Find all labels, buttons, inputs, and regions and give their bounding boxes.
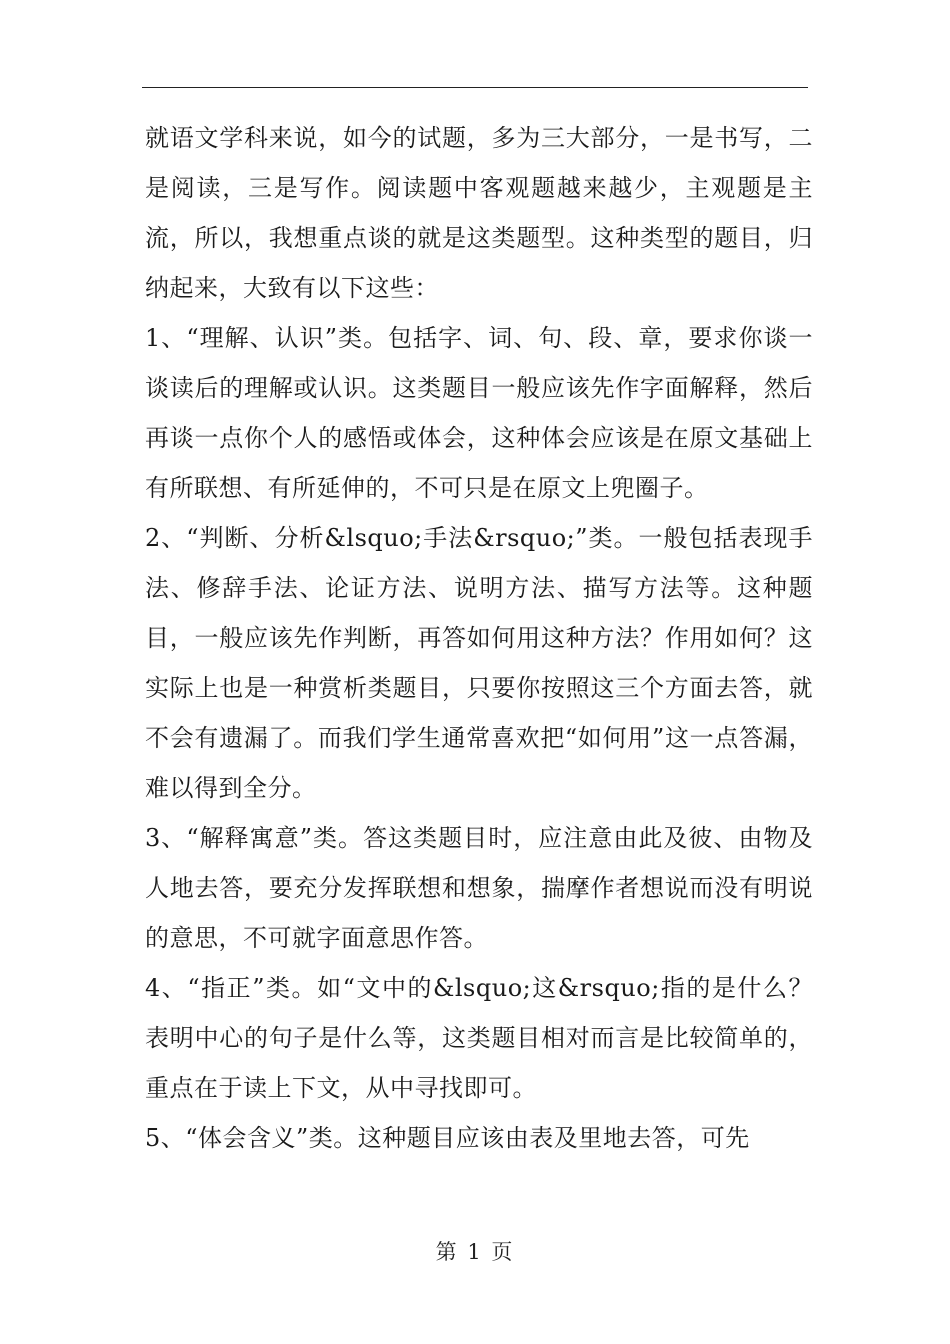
paragraph-item-2: 2、“判断、分析&lsquo;手法&rsquo;”类。一般包括表现手法、修辞手法、论证方法、说明方法、描写方法等。这种题目，一般应该先作判断，再答如何用这种方法？作用如何？这实际上也是一种赏析类题目，只要你按照这三个方面去答，就不会有遗漏了。而我们学生通常喜欢把“如何用”这一点答漏，难以得到全分。 (145, 524, 813, 802)
document-body (145, 113, 813, 1163)
paragraph-item-4: 4、“指正”类。如“文中的&lsquo;这&rsquo;指的是什么？表明中心的句子是什么等，这类题目相对而言是比较简单的，重点在于读上下文，从中寻找即可。 (145, 974, 813, 1102)
header-rule (142, 87, 808, 88)
page-number: 第 1 页 (435, 1240, 515, 1264)
paragraph-item-5: 5、“体会含义”类。这种题目应该由表及里地去答，可先 (145, 1124, 750, 1152)
paragraph-item-1: 1、“理解、认识”类。包括字、词、句、段、章，要求你谈一谈读后的理解或认识。这类题目一般应该先作字面解释，然后再谈一点你个人的感悟或体会，这种体会应该是在原文基础上有所联想、有所延伸的，不可只是在原文上兜圈子。 (145, 324, 813, 502)
paragraph-item-3: 3、“解释寓意”类。答这类题目时，应注意由此及彼、由物及人地去答，要充分发挥联想和想象，揣摩作者想说而没有明说的意思，不可就字面意思作答。 (145, 824, 813, 952)
paragraph-intro: 就语文学科来说，如今的试题，多为三大部分，一是书写，二是阅读，三是写作。阅读题中客观题越来越少，主观题是主流，所以，我想重点谈的就是这类题型。这种类型的题目，归纳起来，大致有以下这些： (145, 124, 813, 302)
